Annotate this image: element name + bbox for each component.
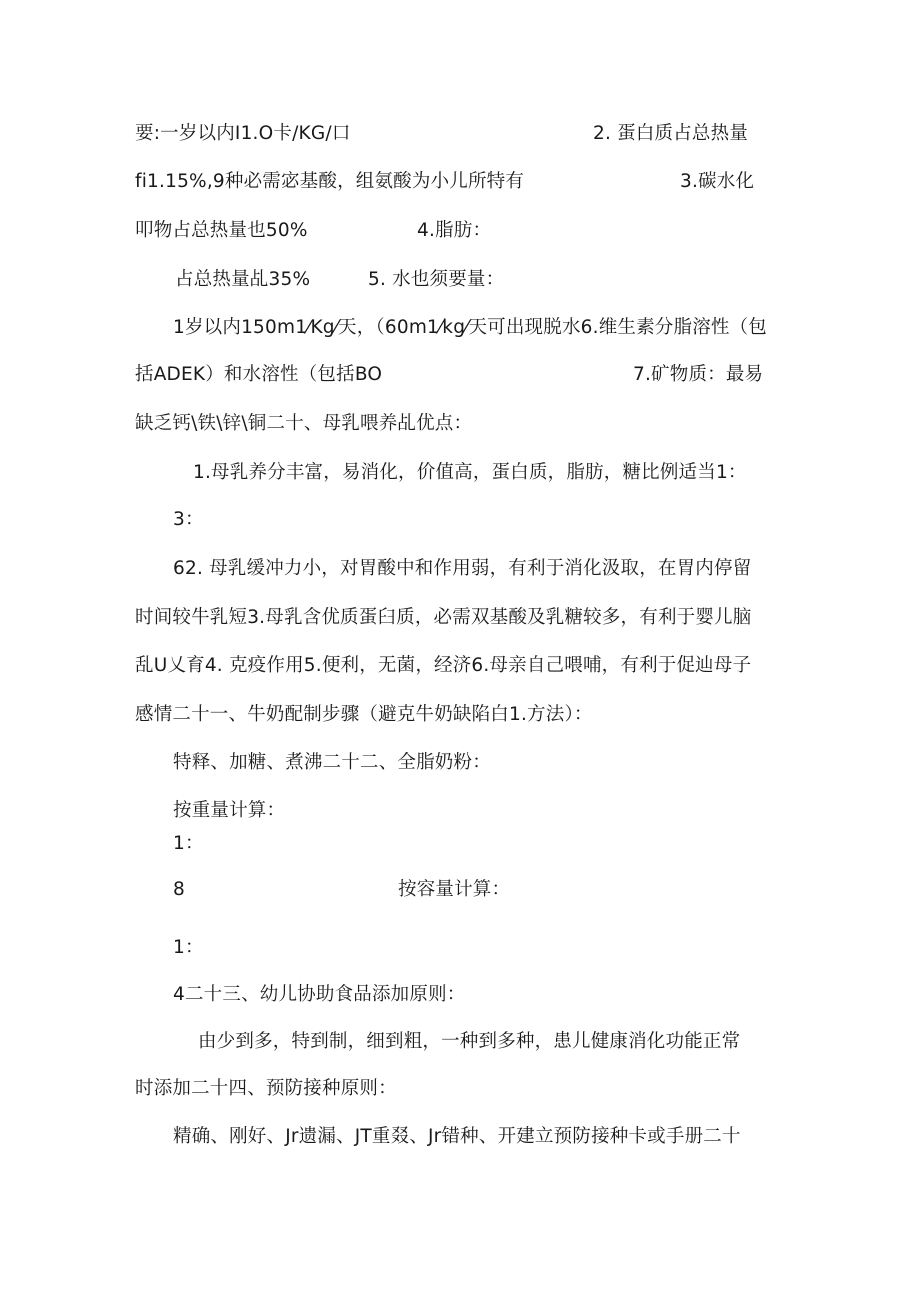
line-9: 3：	[173, 509, 204, 530]
line-22: 精确、刚好、Jr遗漏、JT重叕、Jr错种、开建立预防接种卡或手册二十	[173, 1126, 741, 1147]
line-16: 1：	[173, 833, 204, 854]
line-14: 特释、加糖、煮沸二十二、全脂奶粉：	[173, 752, 491, 773]
line-6-right: 7.矿物质：最易	[633, 364, 764, 385]
line-4-right: 5. 水也须要量：	[368, 269, 505, 290]
line-18: 1：	[173, 937, 204, 958]
line-3-right: 4.脂肪：	[417, 220, 492, 241]
line-21: 时添加二十四、预防接种原则：	[135, 1078, 397, 1099]
line-3-left: 叩物占总热量也50%	[135, 220, 308, 241]
line-1-left: 要:一岁以内I1.O卡/KG/口	[135, 123, 351, 144]
line-5: 1岁以内150m1⁄Kg⁄天，（60m1⁄kg⁄天可出现脱水6.维生素分脂溶性（包	[173, 317, 767, 338]
line-4-left: 占总热量乩35%	[175, 269, 311, 290]
line-17-right: 按容量计算：	[398, 879, 511, 900]
line-17-left: 8	[173, 879, 185, 900]
line-15: 按重量计算：	[173, 800, 286, 821]
line-13: 感情二十一、牛奶配制步骤（避克牛奶缺陷白1.方法）：	[135, 704, 593, 725]
line-11: 时间较牛乳短3.母乳含优质蛋臼质，必需双基酸及乳糖较多，有利于婴儿脑	[135, 607, 752, 628]
line-20: 由少到多，特到制，细到粗，一种到多种，患儿健康消化功能正常	[198, 1031, 741, 1052]
line-2-right: 3.碳水化	[680, 171, 755, 192]
line-10: 62. 母乳缓冲力小，对胃酸中和作用弱，有利于消化汲取，在胃内停留	[173, 558, 752, 579]
line-7: 缺乏钙\铁\锌\铜二十、母乳喂养乩优点：	[135, 413, 473, 434]
line-1-right: 2. 蛋白质占总热量	[593, 123, 749, 144]
line-6-left: 括ADEK）和水溶性（包括BO	[135, 364, 383, 385]
line-12: 乱U乂育4. 克疫作用5.便利，无菌，经济6.母亲自己喂哺，有利于促辿母子	[135, 655, 752, 676]
line-19: 4二十三、幼儿协助食品添加原则：	[173, 984, 466, 1005]
line-2-left: fi1.15%,9种必需宓基酸，组氨酸为小儿所特有	[135, 171, 525, 192]
line-8: 1.母乳养分丰富，易消化，价值高，蛋白质，脂肪，糖比例适当1：	[193, 462, 747, 483]
